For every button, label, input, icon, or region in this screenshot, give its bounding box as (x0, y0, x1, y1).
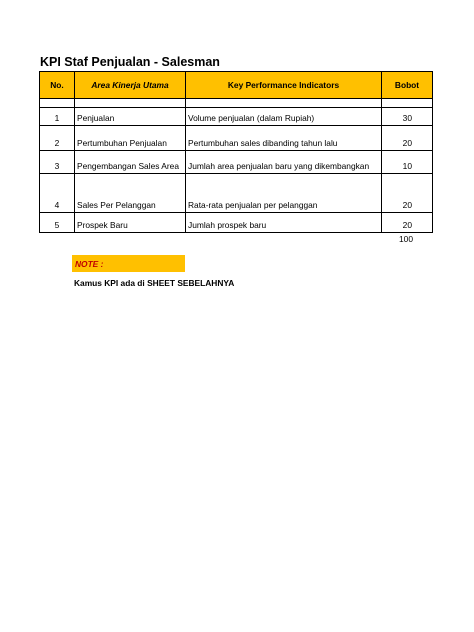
row-no: 5 (40, 213, 75, 233)
header-weight: Bobot (382, 72, 433, 99)
table-row (40, 174, 433, 213)
weight-total: 100 (399, 234, 413, 244)
table-header-row (40, 72, 433, 99)
row-no: 2 (40, 126, 75, 151)
kpi-table (39, 71, 433, 233)
row-kpi: Pertumbuhan sales dibanding tahun lalu (186, 126, 382, 151)
table-row (40, 108, 433, 126)
row-weight: 30 (382, 108, 433, 126)
header-area: Area Kinerja Utama (75, 72, 186, 99)
row-kpi: Volume penjualan (dalam Rupiah) (186, 108, 382, 126)
page-title: KPI Staf Penjualan - Salesman (40, 55, 220, 69)
note-box (72, 255, 185, 272)
row-no: 4 (40, 174, 75, 213)
row-kpi: Rata-rata penjualan per pelanggan (186, 174, 382, 213)
row-area: Pengembangan Sales Area (75, 151, 186, 174)
header-no: No. (40, 72, 75, 99)
header-kpi: Key Performance Indicators (186, 72, 382, 99)
row-weight: 20 (382, 213, 433, 233)
row-area: Sales Per Pelanggan (75, 174, 186, 213)
row-weight: 10 (382, 151, 433, 174)
row-weight: 20 (382, 126, 433, 151)
row-kpi: Jumlah prospek baru (186, 213, 382, 233)
row-weight: 20 (382, 174, 433, 213)
row-area: Prospek Baru (75, 213, 186, 233)
table-row (40, 151, 433, 174)
row-kpi: Jumlah area penjualan baru yang dikembangkan (186, 151, 382, 174)
row-no: 1 (40, 108, 75, 126)
row-no: 3 (40, 151, 75, 174)
row-area: Pertumbuhan Penjualan (75, 126, 186, 151)
note-text: Kamus KPI ada di SHEET SEBELAHNYA (74, 278, 235, 288)
note-label: NOTE : (75, 258, 104, 269)
row-area: Penjualan (75, 108, 186, 126)
table-row (40, 213, 433, 233)
table-row (40, 126, 433, 151)
